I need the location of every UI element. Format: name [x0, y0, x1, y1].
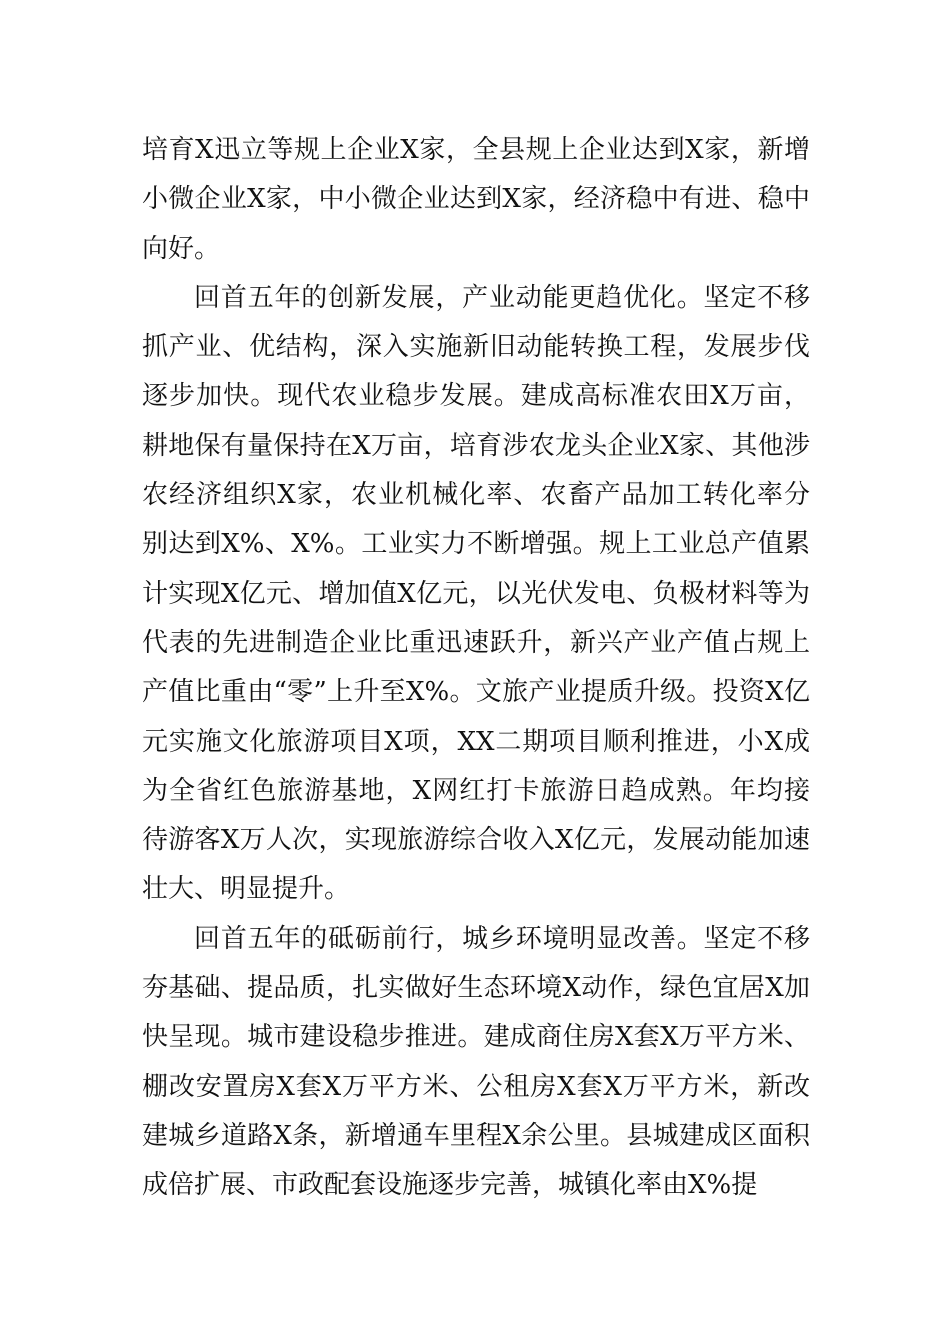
paragraph-3: 回首五年的砥砺前行，城乡环境明显改善。坚定不移夯基础、提品质，扎实做好生态环境X动作，绿色宜居X加快呈现。城市建设稳步推进。建成商住房X套X万平方米、棚改安置房X套X万平方米、公租房X套X万平方米，新改建城乡道路X条，新增通车里程X余公里。县城建成区面积成倍扩展、市政配套设施逐步完善，城镇化率由X%提 [142, 923, 810, 1201]
body-text [142, 126, 810, 1211]
paragraph-1: 培育X迅立等规上企业X家，全县规上企业达到X家，新增小微企业X家，中小微企业达到X家，经济稳中有进、稳中向好。 [142, 135, 810, 264]
paragraph-2: 回首五年的创新发展，产业动能更趋优化。坚定不移抓产业、优结构，深入实施新旧动能转换工程，发展步伐逐步加快。现代农业稳步发展。建成高标准农田X万亩，耕地保有量保持在X万亩，培育涉农龙头企业X家、其他涉农经济组织X家，农业机械化率、农畜产品加工转化率分别达到X%、X%。工业实力不断增强。规上工业总产值累计实现X亿元、增加值X亿元，以光伏发电、负极材料等为代表的先进制造企业比重迅速跃升，新兴产业产值占规上产值比重由“零”上升至X%。文旅产业提质升级。投资X亿元实施文化旅游项目X项，XX二期项目顺利推进，小X成为全省红色旅游基地，X网红打卡旅游日趋成熟。年均接待游客X万人次，实现旅游综合收入X亿元，发展动能加速壮大、明显提升。 [142, 282, 810, 905]
